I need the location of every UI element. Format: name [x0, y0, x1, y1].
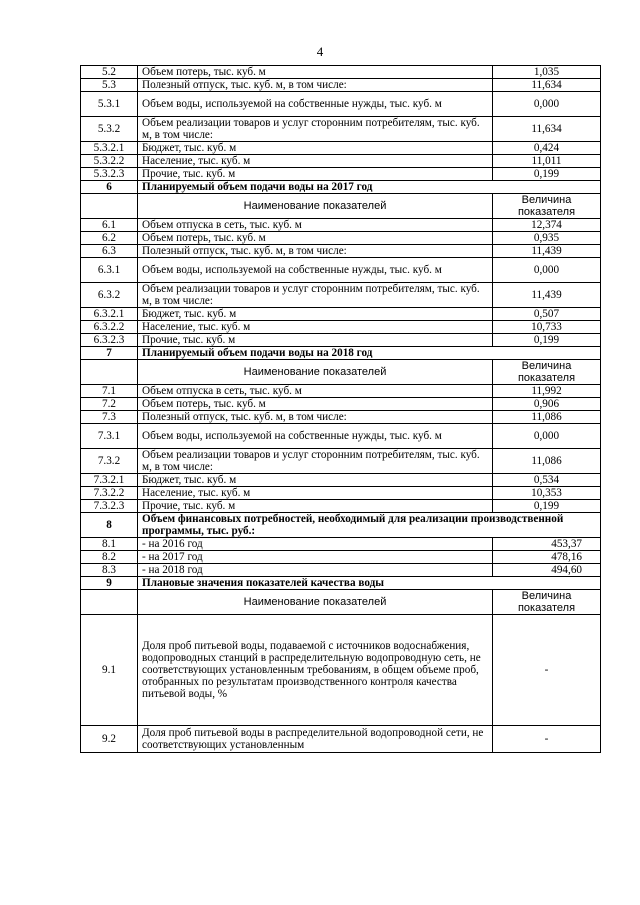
row-number: 5.3 — [81, 79, 138, 92]
indicator-value: 453,37 — [493, 538, 601, 551]
table-row — [81, 564, 601, 577]
indicator-value: 0,000 — [493, 258, 601, 283]
table-row — [81, 449, 601, 474]
empty-cell — [81, 360, 138, 385]
column-header-name: Наименование показателей — [138, 194, 493, 219]
indicator-value: 10,353 — [493, 487, 601, 500]
column-header-value: Величина показателя — [493, 590, 601, 615]
table-row — [81, 181, 601, 194]
row-number: 9.1 — [81, 615, 138, 726]
indicator-value: 0,507 — [493, 308, 601, 321]
indicator-value: 10,733 — [493, 321, 601, 334]
section-title: Плановые значения показателей качества воды — [138, 577, 601, 590]
indicator-name: Полезный отпуск, тыс. куб. м, в том числе: — [138, 245, 493, 258]
row-number: 7.3.2 — [81, 449, 138, 474]
row-number: 6.1 — [81, 219, 138, 232]
row-number: 5.3.2 — [81, 117, 138, 142]
indicator-value: 0,199 — [493, 168, 601, 181]
row-number: 8.1 — [81, 538, 138, 551]
row-number: 9.2 — [81, 726, 138, 753]
indicator-value: 0,935 — [493, 232, 601, 245]
indicator-value: 11,086 — [493, 411, 601, 424]
indicator-name: Объем воды, используемой на собственные нужды, тыс. куб. м — [138, 424, 493, 449]
table-row — [81, 258, 601, 283]
indicator-value: 0,199 — [493, 500, 601, 513]
indicator-name: Объем воды, используемой на собственные нужды, тыс. куб. м — [138, 258, 493, 283]
table-row — [81, 538, 601, 551]
table-row — [81, 117, 601, 142]
table-row — [81, 232, 601, 245]
indicator-value: - — [493, 615, 601, 726]
section-number: 6 — [81, 181, 138, 194]
row-number: 6.3.2.2 — [81, 321, 138, 334]
table-row — [81, 168, 601, 181]
table-row — [81, 385, 601, 398]
indicator-name: Доля проб питьевой воды, подаваемой с источников водоснабжения, водопроводных станций в распределительную водопроводную сеть, не соответствующих установленным требованиям, в общем объеме проб, отобранных по результатам производственного контроля качества питьевой воды, % — [138, 615, 493, 726]
indicator-value: 11,086 — [493, 449, 601, 474]
section-number: 7 — [81, 347, 138, 360]
table-row — [81, 219, 601, 232]
row-number: 5.3.2.2 — [81, 155, 138, 168]
indicator-name: Население, тыс. куб. м — [138, 321, 493, 334]
row-number: 5.3.2.3 — [81, 168, 138, 181]
row-number: 7.3.2.1 — [81, 474, 138, 487]
section-title: Планируемый объем подачи воды на 2017 год — [138, 181, 601, 194]
table-row — [81, 615, 601, 726]
indicator-value: 1,035 — [493, 66, 601, 79]
column-header-value: Величина показателя — [493, 360, 601, 385]
indicator-value: 494,60 — [493, 564, 601, 577]
row-number: 6.3.2 — [81, 283, 138, 308]
row-number: 6.2 — [81, 232, 138, 245]
table-row — [81, 347, 601, 360]
indicator-name: Прочие, тыс. куб. м — [138, 334, 493, 347]
indicator-name: Бюджет, тыс. куб. м — [138, 142, 493, 155]
indicator-value: 0,000 — [493, 424, 601, 449]
table-row — [81, 142, 601, 155]
table-row — [81, 411, 601, 424]
indicator-value: 12,374 — [493, 219, 601, 232]
indicator-value: 11,634 — [493, 79, 601, 92]
row-number: 7.1 — [81, 385, 138, 398]
row-number: 7.3 — [81, 411, 138, 424]
row-number: 8.2 — [81, 551, 138, 564]
page-number: 4 — [316, 44, 324, 59]
indicator-value: 11,634 — [493, 117, 601, 142]
table-row — [81, 155, 601, 168]
indicator-name: Население, тыс. куб. м — [138, 487, 493, 500]
table-row — [81, 79, 601, 92]
table-row — [81, 360, 601, 385]
indicator-name: Бюджет, тыс. куб. м — [138, 474, 493, 487]
indicator-value: 0,424 — [493, 142, 601, 155]
indicator-value: 0,906 — [493, 398, 601, 411]
indicator-name: Объем реализации товаров и услуг сторонним потребителям, тыс. куб. м, в том числе: — [138, 449, 493, 474]
indicator-name: Объем отпуска в сеть, тыс. куб. м — [138, 385, 493, 398]
indicator-value: - — [493, 726, 601, 753]
indicator-value: 478,16 — [493, 551, 601, 564]
table-row — [81, 726, 601, 753]
row-number: 5.3.2.1 — [81, 142, 138, 155]
indicator-name: Полезный отпуск, тыс. куб. м, в том числе: — [138, 79, 493, 92]
table-row — [81, 424, 601, 449]
table-row — [81, 474, 601, 487]
indicator-name: Объем реализации товаров и услуг сторонним потребителям, тыс. куб. м, в том числе: — [138, 283, 493, 308]
table-row — [81, 308, 601, 321]
table-row — [81, 551, 601, 564]
table-row — [81, 321, 601, 334]
table-row — [81, 194, 601, 219]
indicator-value: 0,199 — [493, 334, 601, 347]
section-number: 8 — [81, 513, 138, 538]
section-number: 9 — [81, 577, 138, 590]
row-number: 6.3.2.1 — [81, 308, 138, 321]
table-row — [81, 500, 601, 513]
indicator-name: Объем потерь, тыс. куб. м — [138, 66, 493, 79]
row-number: 5.3.1 — [81, 92, 138, 117]
table-row — [81, 590, 601, 615]
indicators-table — [80, 65, 601, 753]
indicator-name: Бюджет, тыс. куб. м — [138, 308, 493, 321]
table-row — [81, 487, 601, 500]
row-number: 6.3 — [81, 245, 138, 258]
section-title: Объем финансовых потребностей, необходимый для реализации производственной программы, тыс. руб.: — [138, 513, 601, 538]
column-header-name: Наименование показателей — [138, 360, 493, 385]
section-title: Планируемый объем подачи воды на 2018 год — [138, 347, 601, 360]
table-row — [81, 513, 601, 538]
table-row — [81, 334, 601, 347]
indicator-value: 0,534 — [493, 474, 601, 487]
indicator-value: 11,011 — [493, 155, 601, 168]
row-number: 5.2 — [81, 66, 138, 79]
indicator-name: Объем отпуска в сеть, тыс. куб. м — [138, 219, 493, 232]
indicator-value: 11,992 — [493, 385, 601, 398]
empty-cell — [81, 590, 138, 615]
row-number: 7.3.2.2 — [81, 487, 138, 500]
table-row — [81, 66, 601, 79]
table-row — [81, 577, 601, 590]
indicator-name: Доля проб питьевой воды в распределительной водопроводной сети, не соответствующих установленным — [138, 726, 493, 753]
table-row — [81, 398, 601, 411]
indicator-value: 11,439 — [493, 245, 601, 258]
table-row — [81, 283, 601, 308]
table-row — [81, 245, 601, 258]
row-number: 8.3 — [81, 564, 138, 577]
indicator-name: Объем реализации товаров и услуг сторонним потребителям, тыс. куб. м, в том числе: — [138, 117, 493, 142]
column-header-value: Величина показателя — [493, 194, 601, 219]
indicator-name: Объем потерь, тыс. куб. м — [138, 398, 493, 411]
indicator-name: Прочие, тыс. куб. м — [138, 500, 493, 513]
row-number: 6.3.1 — [81, 258, 138, 283]
row-number: 6.3.2.3 — [81, 334, 138, 347]
column-header-name: Наименование показателей — [138, 590, 493, 615]
row-number: 7.3.2.3 — [81, 500, 138, 513]
indicator-name: Объем потерь, тыс. куб. м — [138, 232, 493, 245]
table-row — [81, 92, 601, 117]
indicator-name: Объем воды, используемой на собственные нужды, тыс. куб. м — [138, 92, 493, 117]
indicator-name: Прочие, тыс. куб. м — [138, 168, 493, 181]
indicator-value: 0,000 — [493, 92, 601, 117]
row-number: 7.3.1 — [81, 424, 138, 449]
indicator-name: Полезный отпуск, тыс. куб. м, в том числе: — [138, 411, 493, 424]
indicator-name: - на 2017 год — [138, 551, 493, 564]
indicator-name: - на 2016 год — [138, 538, 493, 551]
row-number: 7.2 — [81, 398, 138, 411]
empty-cell — [81, 194, 138, 219]
indicator-value: 11,439 — [493, 283, 601, 308]
indicator-name: - на 2018 год — [138, 564, 493, 577]
indicator-name: Население, тыс. куб. м — [138, 155, 493, 168]
